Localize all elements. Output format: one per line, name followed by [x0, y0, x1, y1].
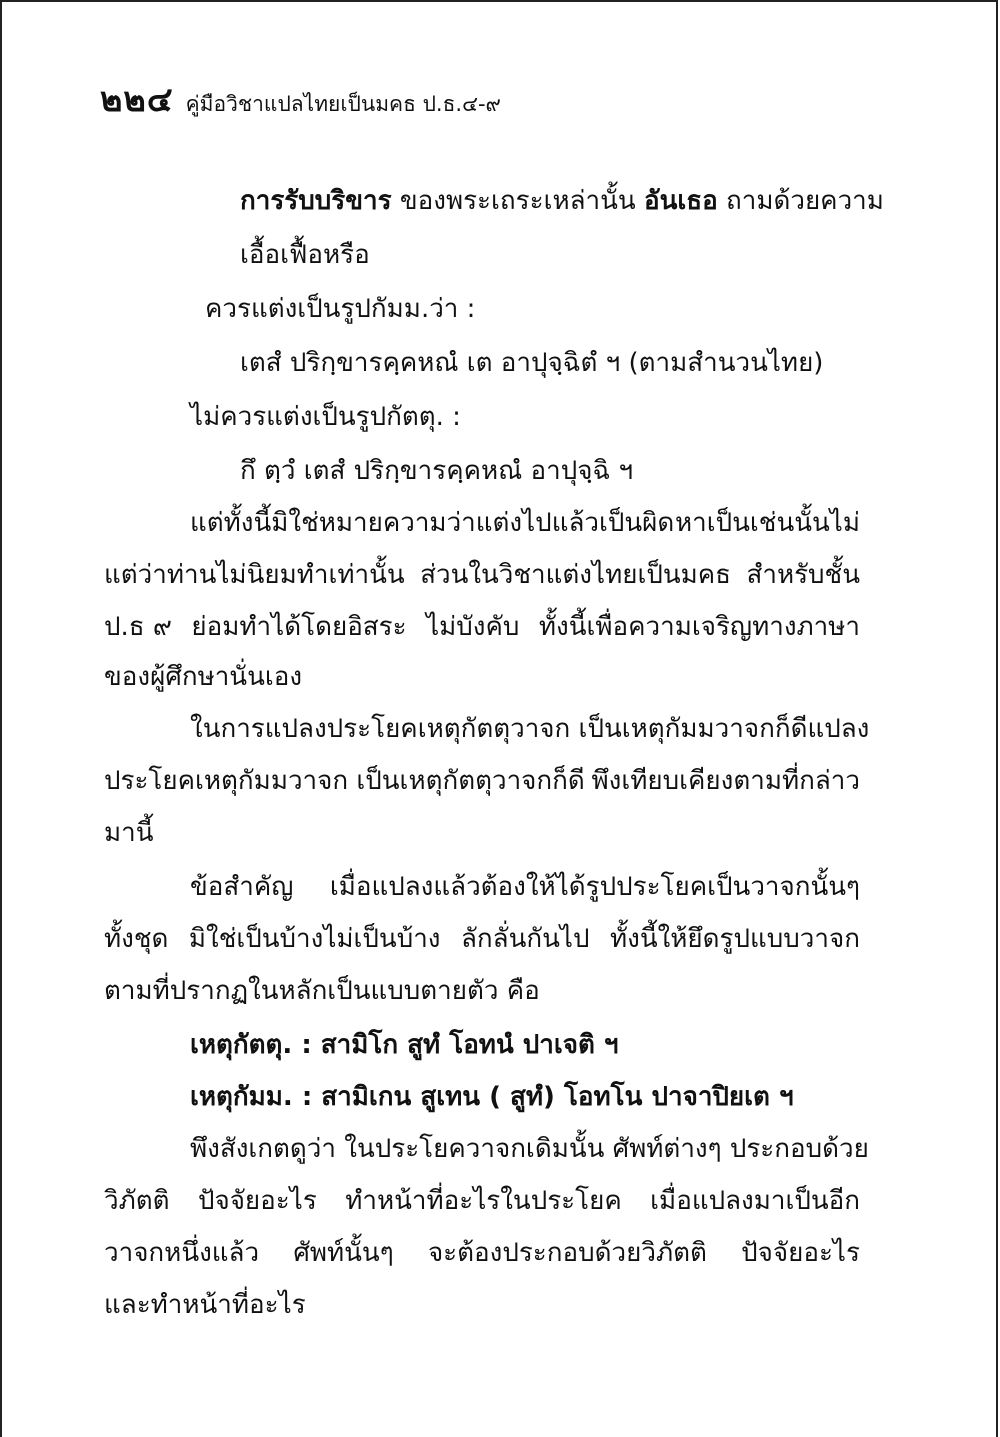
paragraph-1-line-3	[104, 612, 860, 643]
paragraph-4-line-2	[104, 1186, 860, 1217]
pali-line-2: กึ ตฺวํ เตสํ ปริกฺขารคฺคหณํ อาปุจฺฉิ ฯ	[240, 456, 634, 486]
word-group: ประโยคเหตุกัมมวาจก เป็นเหตุกัตตุวาจกก็ดี	[104, 766, 585, 796]
paragraph-4-line-4: และทำหน้าที่อะไร	[104, 1290, 306, 1320]
paragraph-3-line-1	[190, 872, 860, 903]
word-group: วาจกหนึ่งแล้ว	[104, 1238, 260, 1268]
paragraph-2-line-1	[190, 714, 870, 745]
paragraph-1-line-4: ของผู้ศึกษานั่นเอง	[104, 662, 303, 692]
paragraph-3-line-3: ตามที่ปรากฏในหลักเป็นแบบตายตัว คือ	[104, 976, 540, 1006]
word-group: สำหรับชั้น	[746, 560, 860, 590]
word-group: แต่ว่าท่านไม่นิยมทำเท่านั้น	[104, 560, 405, 590]
paragraph-2-line-3: มานี้	[104, 818, 154, 848]
text-line-3: ควรแต่งเป็นรูปกัมม.ว่า :	[205, 294, 476, 324]
word-group: ปัจจัยอะไร	[741, 1238, 860, 1268]
word-group: พึงเทียบเคียงตามที่กล่าว	[591, 766, 860, 796]
word-group: มิใช่เป็นบ้างไม่เป็นบ้าง	[188, 924, 441, 954]
paragraph-4-line-1	[190, 1134, 869, 1165]
word-group: ทั้งนี้ให้ยึดรูปแบบวาจก	[609, 924, 860, 954]
bold-term: อันเธอ	[643, 186, 718, 216]
word-group: ไม่บังคับ	[426, 612, 520, 642]
paragraph-1-line-2	[104, 560, 860, 591]
word-group: ป.ธ ๙	[104, 612, 172, 642]
word-group: จะต้องประกอบด้วยวิภัตติ	[427, 1238, 707, 1268]
word-group: แต่ทั้งนี้มิใช่หมายความว่าแต่งไปแล้วเป็นผิด	[190, 508, 675, 538]
word-group: ย่อมทำได้โดยอิสระ	[191, 612, 407, 642]
pali-line-1: เตสํ ปริกฺขารคฺคหณํ เต อาปุจฺฉิตํ ฯ (ตามสำนวนไทย)	[240, 348, 824, 378]
text-segment: ถามด้วยความ	[717, 186, 884, 216]
word-group: ทั้งชุด	[104, 924, 169, 954]
bold-term: การรับบริขาร	[240, 186, 392, 216]
word-group: ปัจจัยอะไร	[197, 1186, 317, 1216]
word-group: ลักลั่นกันไป	[461, 924, 590, 954]
word-group: ด้วย	[822, 1134, 869, 1164]
paragraph-3-line-2	[104, 924, 860, 955]
text-line-1	[240, 186, 884, 217]
text-segment: ของพระเถระเหล่านั้น	[391, 186, 644, 216]
word-group: ทำหน้าที่อะไรในประโยค	[345, 1186, 622, 1216]
word-group: ศัพท์นั้นๆ	[293, 1238, 394, 1268]
paragraph-4-line-3	[104, 1238, 860, 1269]
example-causative-passive: เหตุกัมม. : สามิเกน สูเทน ( สูทํ) โอทโน ปาจาปิยเต ฯ	[190, 1082, 794, 1112]
word-group: ทั้งนี้เพื่อความเจริญทางภาษา	[538, 612, 860, 642]
text-line-2: เอื้อเฟื้อหรือ	[240, 240, 370, 270]
running-header	[100, 72, 501, 126]
word-group: เมื่อแปลงแล้วต้องให้ได้รูปประโยคเป็นวาจกนั้นๆ	[329, 872, 860, 902]
paragraph-2-line-2	[104, 766, 860, 797]
running-title: คู่มือวิชาแปลไทยเป็นมคธ ป.ธ.๔-๙	[185, 92, 501, 116]
word-group: หาเป็นเช่นนั้นไม่	[675, 508, 860, 538]
word-group: วิภัตติ	[104, 1186, 170, 1216]
example-causative-active: เหตุกัตตุ. : สามิโก สูทํ โอทนํ ปาเจติ ฯ	[190, 1030, 619, 1060]
word-group: ส่วนในวิชาแต่งไทยเป็นมคธ	[420, 560, 732, 590]
word-group: แปลง	[807, 714, 870, 744]
paragraph-1-line-1	[190, 508, 860, 539]
word-group: ในการแปลงประโยคเหตุกัตตุวาจก เป็นเหตุกัมมวาจกก็ดี	[190, 714, 808, 744]
word-group: เมื่อแปลงมาเป็นอีก	[650, 1186, 860, 1216]
text-line-5: ไม่ควรแต่งเป็นรูปกัตตุ. :	[190, 402, 461, 432]
word-group: ข้อสำคัญ	[190, 872, 294, 902]
page-number: ๒๒๔	[100, 80, 174, 120]
word-group: พึงสังเกตดูว่า ในประโยควาจกเดิมนั้น ศัพท์ต่างๆ ประกอบ	[190, 1134, 823, 1164]
